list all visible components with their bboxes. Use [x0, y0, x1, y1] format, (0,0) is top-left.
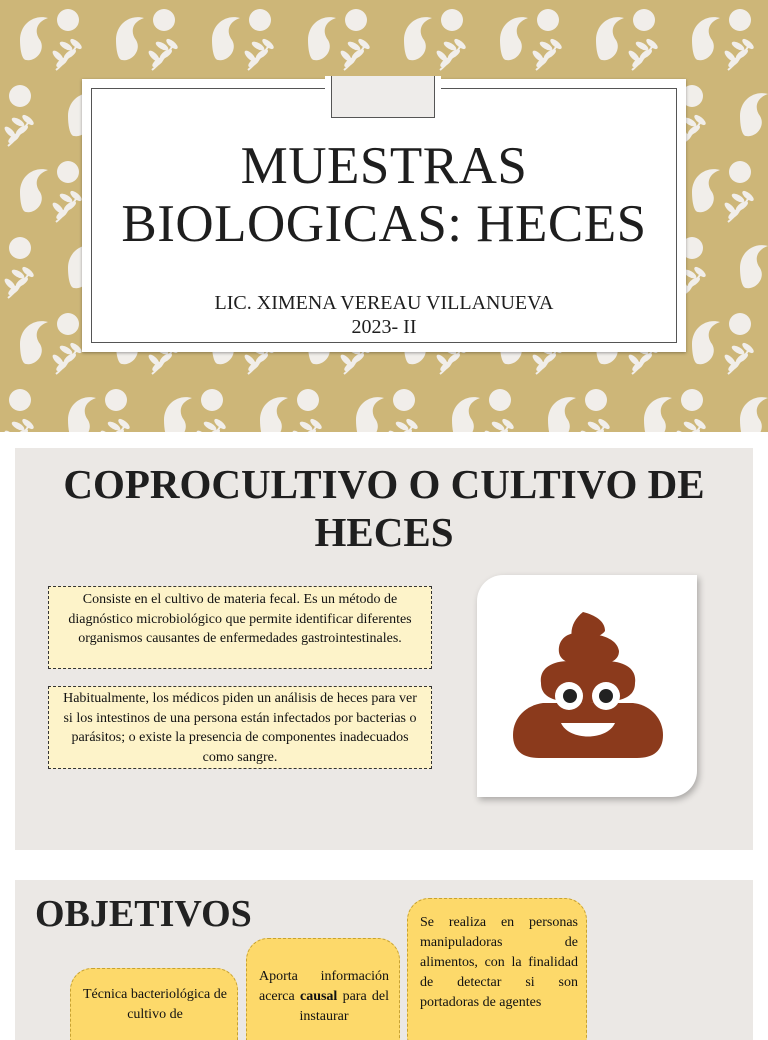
pattern-leaf — [579, 417, 611, 432]
pattern-dot — [153, 9, 175, 31]
pattern-dot — [729, 161, 751, 183]
pattern-leaf — [483, 417, 515, 432]
pattern-dot — [9, 389, 31, 411]
pattern-dot — [201, 389, 223, 411]
pattern-dot — [681, 389, 703, 411]
bubble-2-text-1: Aporta información acerca — [259, 969, 389, 1004]
pattern-dot — [633, 9, 655, 31]
pattern-leaf — [3, 265, 35, 298]
slide-title-line-2: HECES — [314, 509, 454, 555]
pattern-dot — [57, 9, 79, 31]
pattern-drop — [212, 17, 240, 60]
pattern-leaf — [51, 37, 83, 70]
pattern-drop — [116, 17, 144, 60]
author-name: LIC. XIMENA VEREAU VILLANUEVA — [214, 292, 554, 314]
pattern-dot — [297, 389, 319, 411]
pattern-drop — [20, 17, 48, 60]
pattern-dot — [57, 313, 79, 335]
pattern-leaf — [723, 37, 755, 70]
purpose-note: Habitualmente, los médicos piden un análisis de heces para ver si los intestinos de una persona están infectados por bacterias o parásitos; o existe la presencia de componentes inadecuados como sangre. — [48, 686, 432, 769]
poop-emoji-icon — [477, 575, 697, 797]
title-line-1: MUESTRAS — [240, 137, 528, 195]
pattern-dot — [441, 9, 463, 31]
title-line-2: BIOLOGICAS: HECES — [121, 195, 647, 253]
pattern-drop — [452, 397, 480, 432]
objective-bubble-3: Se realiza en personas manipuladoras de alimentos, con la finalidad de detectar si son portadoras de agentes — [407, 898, 587, 1040]
pattern-leaf — [195, 417, 227, 432]
pattern-drop — [356, 397, 384, 432]
pattern-drop — [740, 245, 768, 288]
objective-bubble-2 — [246, 938, 400, 1040]
pattern-dot — [489, 389, 511, 411]
pattern-leaf — [387, 417, 419, 432]
pattern-leaf — [339, 37, 371, 70]
objective-bubble-1: Técnica bacteriológica de cultivo de — [70, 968, 238, 1040]
pattern-dot — [345, 9, 367, 31]
pattern-leaf — [675, 417, 707, 432]
pattern-dot — [729, 9, 751, 31]
slide-title-line-1: COPROCULTIVO O CULTIVO DE — [63, 461, 705, 507]
slide-title — [15, 460, 753, 556]
pattern-leaf — [3, 417, 35, 432]
pattern-leaf — [51, 189, 83, 222]
pattern-drop — [20, 169, 48, 212]
pattern-leaf — [243, 37, 275, 70]
pattern-drop — [692, 321, 720, 364]
pattern-drop — [404, 17, 432, 60]
objetivos-title: OBJETIVOS — [35, 893, 252, 935]
pattern-leaf — [723, 189, 755, 222]
period: 2023- II — [351, 316, 417, 338]
pattern-leaf — [99, 417, 131, 432]
bubble-2-overlap: del instaurar — [299, 989, 390, 1024]
pattern-dot — [537, 9, 559, 31]
pattern-dot — [729, 313, 751, 335]
pattern-drop — [548, 397, 576, 432]
title-slide — [0, 0, 768, 432]
pattern-leaf — [3, 113, 35, 146]
bubble-2-text-2: para — [342, 989, 367, 1004]
presentation-title — [82, 137, 686, 253]
pattern-drop — [692, 17, 720, 60]
pattern-dot — [57, 161, 79, 183]
pattern-dot — [585, 389, 607, 411]
pattern-leaf — [51, 341, 83, 374]
pattern-drop — [644, 397, 672, 432]
pattern-drop — [740, 93, 768, 136]
pattern-leaf — [723, 341, 755, 374]
pattern-dot — [393, 389, 415, 411]
pattern-leaf — [627, 37, 659, 70]
pattern-drop — [20, 321, 48, 364]
pattern-drop — [740, 397, 768, 432]
bubble-2-bold: causal — [299, 989, 338, 1004]
emoji-image-card — [477, 575, 697, 797]
title-card — [82, 79, 686, 352]
pattern-drop — [68, 397, 96, 432]
pattern-leaf — [147, 37, 179, 70]
coprocultivo-slide — [15, 448, 753, 850]
pattern-drop — [260, 397, 288, 432]
pattern-dot — [249, 9, 271, 31]
pattern-drop — [500, 17, 528, 60]
pattern-drop — [692, 169, 720, 212]
author-block — [82, 291, 686, 339]
pattern-leaf — [291, 417, 323, 432]
pattern-drop — [596, 17, 624, 60]
pattern-drop — [164, 397, 192, 432]
pattern-drop — [308, 17, 336, 60]
title-card-tab — [325, 76, 441, 124]
objetivos-slide — [15, 880, 753, 1040]
definition-note: Consiste en el cultivo de materia fecal. Es un método de diagnóstico microbiológico que permite identificar diferentes organismos causantes de enfermedades gastrointestinales. — [48, 586, 432, 669]
pattern-leaf — [531, 37, 563, 70]
pattern-dot — [105, 389, 127, 411]
pattern-dot — [9, 85, 31, 107]
pattern-dot — [9, 237, 31, 259]
pattern-leaf — [435, 37, 467, 70]
